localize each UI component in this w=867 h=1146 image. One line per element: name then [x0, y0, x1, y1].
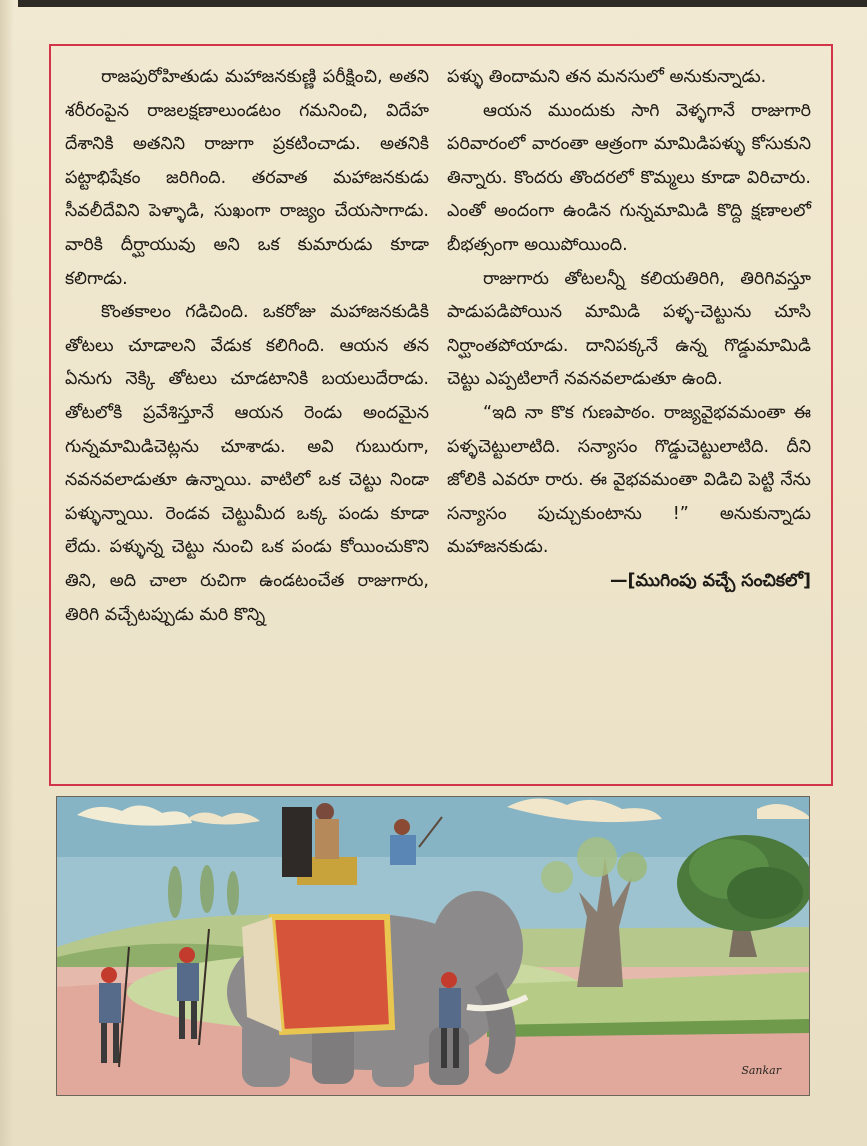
continuation-note: —[ముగింపు వచ్చే సంచికలో]: [609, 570, 811, 591]
right-text-column: [447, 61, 811, 599]
artist-signature: Sankar: [741, 1064, 781, 1077]
paragraph-3: పళ్ళు తిందామని తన మనసులో అనుకున్నాడు.: [447, 67, 767, 87]
page-binding-shadow: [0, 0, 14, 1146]
paragraph-4: ఆయన ముందుకు సాగి వెళ్ళగానే రాజుగారి పరివారంలో వారంతా ఆత్రంగా మామిడిపళ్ళు కోసుకుని తిన్నారు. కొందరు తొందరలో కొమ్మలు కూడా విరిచారు. ఎంతో అందంగా ఉండిన గున్నమామిడి కొద్ది క్షణాలలో బీభత్సంగా అయిపోయింది.: [447, 100, 811, 255]
umbrella-bearer: [282, 807, 312, 877]
paragraph-6: “ఇది నా కొక గుణపాఠం. రాజ్యవైభవమంతా ఈ పళ్ళచెట్టులాటిది. సన్యాసం గొడ్డుచెట్టులాటిది. దీని జోలికి ఎవరూ రారు. ఈ వైభవమంతా విడిచి పెట్టి నేను సన్యాసం పుచ్చుకుంటాను !” అనుకున్నాడు మహాజనకుడు.: [447, 402, 811, 558]
paragraph-2: కొంతకాలం గడిచింది. ఒకరోజు మహాజనకుడికి తోటలు చూడాలని వేడుక కలిగింది. ఆయన తన ఏనుగు నెక్కి తోటలు చూడటానికి బయలుదేరాడు. తోటలోకి ప్రవేశిస్తూనే ఆయన రెండు అందమైన గున్నమామిడిచెట్లను చూశాడు. అవి గుబురుగా, నవనవలాడుతూ ఉన్నాయి. వాటిలో ఒక చెట్టు నిండా పళ్ళున్నాయి. రెండవ చెట్టుమీద ఒక్క పండు కూడా లేదు. పళ్ళున్న చెట్టు నుంచి ఒక పండు కోయించుకొని తిని, అది చాలా రుచిగా ఉండటంచేత రాజుగారు, తిరిగి వచ్చేటప్పుడు మరి కొన్ని: [65, 302, 429, 625]
page-top-edge: [18, 0, 867, 7]
poplar-tree: [227, 871, 239, 915]
paragraph-5: రాజుగారు తోటలన్నీ కలియతిరిగి, తిరిగివస్తూ పాడుపడిపోయిన మామిడి పళ్ళ-చెట్టును చూసి నిర్ఘాంతపోయాడు. దానిపక్కనే ఉన్న గొడ్డుమామిడి చెట్టు ఎప్పటిలాగే నవనవలాడుతూ ఉంది.: [447, 268, 811, 390]
paragraph-1: రాజపురోహితుడు మహాజనకుణ్ణి పరీక్షించి, అతని శరీరంపైన రాజలక్షణాలుండటం గమనించి, విదేహ దేశానికి అతనిని రాజుగా ప్రకటించాడు. అతనికి పట్టాభిషేకం జరిగింది. తరవాత మహాజనకుడు సీవలీదేవిని పెళ్ళాడి, సుఖంగా రాజ్యం చేయసాగాడు. వారికి దీర్ఘాయువు అని ఒక కుమారుడు కూడా కలిగాడు.: [65, 67, 429, 289]
poplar-tree: [200, 865, 214, 913]
story-text-frame: [49, 44, 833, 786]
story-illustration: [56, 796, 810, 1096]
illustration-scene: [57, 797, 810, 1096]
poplar-tree: [168, 866, 182, 918]
left-text-column: [65, 61, 429, 632]
